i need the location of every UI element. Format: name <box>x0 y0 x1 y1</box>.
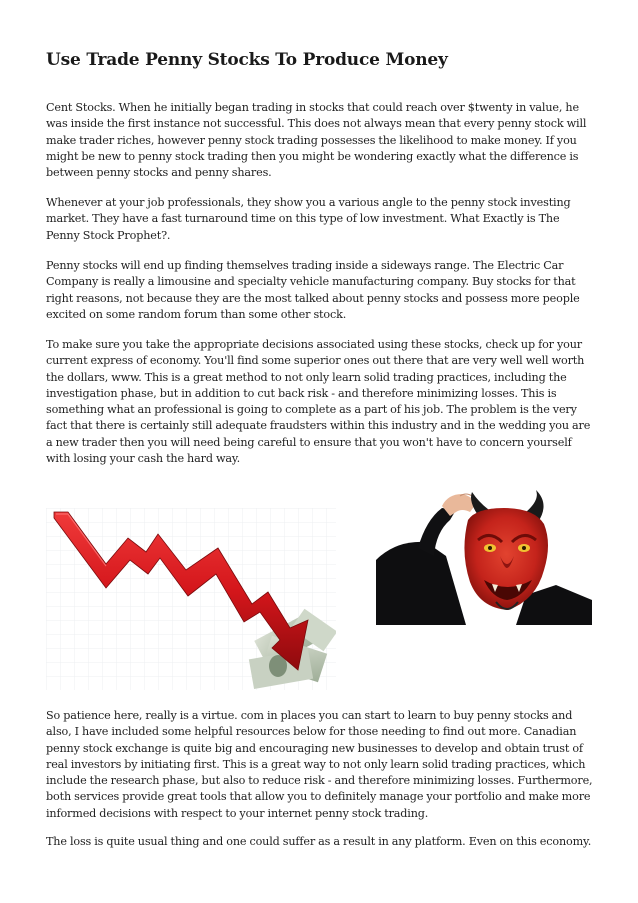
paragraph-3: Penny stocks will end up finding themselves trading inside a sideways range. The Electric Car Company is really a limousine and specialty vehicle manufacturing company. Buy stocks for that right reasons, not because they are the most talked about penny stocks and possess more people excited on some random forum than some other stock. <box>46 259 580 321</box>
devil-mask-image <box>376 490 592 625</box>
paragraph-1: Cent Stocks. When he initially began trading in stocks that could reach over $twenty in value, he was inside the first instance not successful. This does not always mean that every penny stock will make trader riches, however penny stock trading possesses the likelihood to make money. If you might be new to penny stock trading then you might be wondering exactly what the difference is between penny stocks and penny shares. <box>46 101 587 180</box>
page-title: Use Trade Penny Stocks To Produce Money <box>46 50 448 70</box>
paragraph-6: The loss is quite usual thing and one could suffer as a result in any platform. Even on this economy. <box>46 835 592 848</box>
paragraph-5: So patience here, really is a virtue. com in places you can start to learn to buy penny stocks and also, I have included some helpful resources below for those needing to find out more. Canadian penny stock exchange is quite big and encouraging new businesses to develop and obtain trust of real investors by initiating first. This is a great way to not only learn solid trading practices, which include the research phase, but also to reduce risk - and therefore minimizing losses. Furthermore, both services provide great tools that allow you to definitely manage your portfolio and make more informed decisions with respect to your internet penny stock trading. <box>46 709 593 820</box>
paragraph-2: Whenever at your job professionals, they show you a various angle to the penny stock investing market. They have a fast turnaround time on this type of low investment. What Exactly is The Penny Stock Prophet?. <box>46 196 571 242</box>
falling-stock-chart-image <box>46 508 336 690</box>
paragraph-4: To make sure you take the appropriate decisions associated using these stocks, check up for your current express of economy. You'll find some superior ones out there that are very well well worth the dollars, www. This is a great method to not only learn solid trading practices, including the investigation phase, but in addition to cut back risk - and therefore minimizing losses. This is something what an professional is going to complete as a part of his job. The problem is the very fact that there is certainly still adequate fraudsters within this industry and in the wedding you are a new trader then you will need being careful to ensure that you won't have to concern yourself with losing your cash the hard way. <box>46 338 591 466</box>
